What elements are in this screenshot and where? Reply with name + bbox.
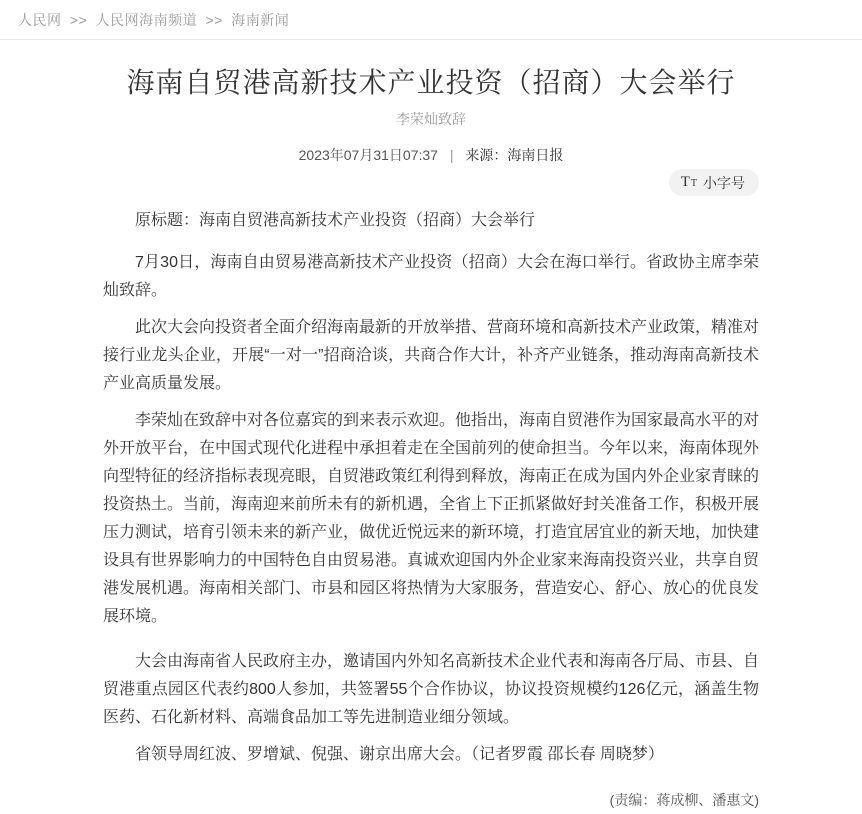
article-paragraph-2: 此次大会向投资者全面介绍海南最新的开放举措、营商环境和高新技术产业政策，精准对接行业龙头企业，开展“一对一”招商洽谈，共商合作大计，补齐产业链条，推动海南高新技术产业高质量发展。: [103, 319, 760, 392]
article-title: 海南自贸港高新技术产业投资（招商）大会举行: [126, 67, 736, 98]
editor-note: (责编：蒋成柳、潘惠文): [609, 792, 759, 808]
breadcrumb-link-hainan-channel[interactable]: 人民网海南频道: [95, 12, 198, 28]
text-size-icon-large-t: T: [680, 174, 690, 190]
font-size-label: 小字号: [703, 174, 745, 191]
content-column: [103, 169, 759, 814]
meta-separator: |: [449, 147, 454, 163]
header-divider: [0, 39, 862, 40]
article-body: [103, 207, 759, 814]
article-paragraph-4: 大会由海南省人民政府主办，邀请国内外知名高新技术企业代表和海南各厅局、市县、自贸港重点园区代表约800人参加，共签署55个合作协议，协议投资规模约126亿元，涵盖生物医药、石化新材料、高端食品加工等先进制造业细分领域。: [103, 653, 760, 726]
breadcrumb-link-peoples-net[interactable]: 人民网: [18, 12, 62, 28]
article-header: [0, 64, 862, 165]
text-size-icon: [681, 175, 697, 190]
text-size-icon-small-t: T: [690, 178, 697, 189]
breadcrumb-separator: >>: [205, 12, 223, 28]
breadcrumb-link-hainan-news[interactable]: 海南新闻: [231, 12, 290, 28]
article-toolbar: [103, 169, 759, 196]
source-label: 来源：: [465, 147, 508, 163]
original-title-line: 原标题：海南自贸港高新技术产业投资（招商）大会举行: [135, 212, 536, 229]
article-paragraph-5: 省领导周红波、罗增斌、倪强、谢京出席大会。（记者罗霞 邵长春 周晓梦）: [135, 746, 664, 763]
font-size-button[interactable]: [669, 169, 759, 196]
article-subtitle: 李荣灿致辞: [396, 111, 466, 127]
article-paragraph-1: 7月30日，海南自由贸易港高新技术产业投资（招商）大会在海口举行。省政协主席李荣灿致辞。: [103, 254, 759, 299]
breadcrumb: [0, 0, 862, 39]
source-link[interactable]: 海南日报: [507, 147, 564, 163]
article-paragraph-3: 李荣灿在致辞中对各位嘉宾的到来表示欢迎。他指出，海南自贸港作为国家最高水平的对外开放平台，在中国式现代化进程中承担着走在全国前列的使命担当。今年以来，海南体现外向型特征的经济指标表现亮眼，自贸港政策红利得到释放，海南正在成为国内外企业家青睐的投资热土。当前，海南迎来前所未有的新机遇，全省上下正抓紧做好封关准备工作，积极开展压力测试，培育引领未来的新产业，做优近悦远来的新环境，打造宜居宜业的新天地，加快建设具有世界影响力的中国特色自由贸易港。真诚欢迎国内外企业家来海南投资兴业，共享自贸港发展机遇。海南相关部门、市县和园区将热情为大家服务，营造安心、舒心、放心的优良发展环境。: [103, 412, 760, 625]
article-meta: [0, 145, 862, 165]
publish-date: 2023年07月31日07:37: [298, 147, 438, 163]
breadcrumb-separator: >>: [69, 12, 88, 28]
